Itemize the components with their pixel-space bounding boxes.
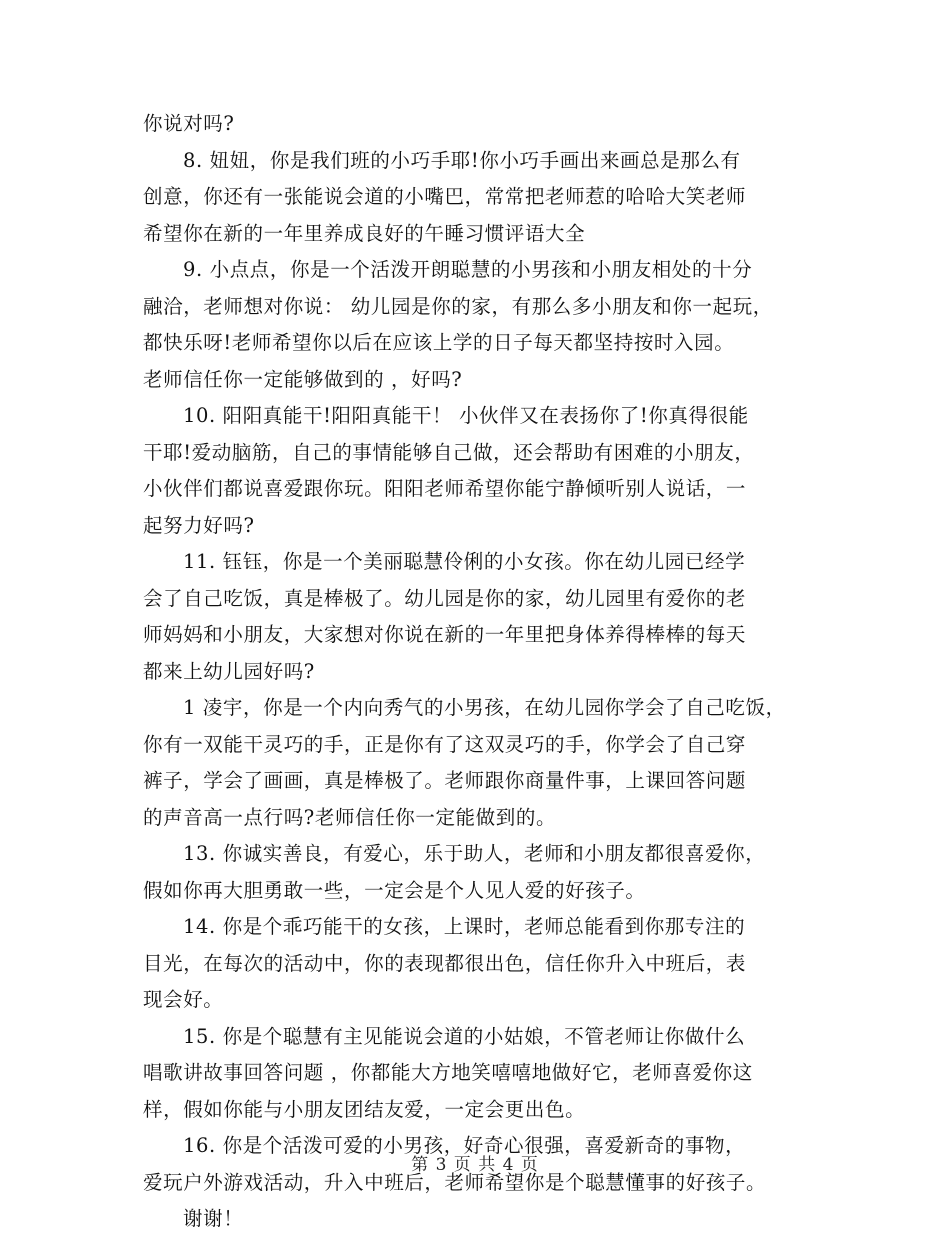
- text-line: 你说对吗?: [143, 112, 235, 135]
- text-line: 9. 小点点，你是一个活泼开朗聪慧的小男孩和小朋友相处的十分: [183, 258, 753, 281]
- text-line: 起努力好吗?: [143, 513, 255, 537]
- text-line: 目光，在每次的活动中，你的表现都很出色，信任你升入中班后，表: [143, 951, 747, 975]
- text-line: 都快乐呀!老师希望你以后在应该上学的日子每天都坚持按时入园。: [143, 331, 735, 354]
- text-line: 谢谢！: [183, 1207, 244, 1230]
- text-line: 13. 你诚实善良，有爱心，乐于助人，老师和小朋友都很喜爱你，: [183, 842, 766, 865]
- text-line: 现会好。: [143, 988, 224, 1011]
- text-line: 11. 钰钰，你是一个美丽聪慧伶俐的小女孩。你在幼儿园已经学: [183, 550, 746, 573]
- text-line: 爱玩户外游戏活动，升入中班后，老师希望你是个聪慧懂事的好孩子。: [143, 1170, 767, 1194]
- text-line: 的声音高一点行吗?老师信任你一定能做到的。: [143, 805, 557, 829]
- page-footer: 第 3 页 共 4 页: [411, 1155, 539, 1175]
- text-line: 15. 你是个聪慧有主见能说会道的小姑娘，不管老师让你做什么: [183, 1024, 746, 1048]
- text-line: 裤子，学会了画画，真是棒极了。老师跟你商量件事，上课回答问题: [143, 769, 747, 792]
- text-line: 融洽，老师想对你说： 幼儿园是你的家，有那么多小朋友和你一起玩，: [143, 294, 773, 318]
- text-line: 你有一双能干灵巧的手，正是你有了这双灵巧的手，你学会了自己穿: [143, 732, 747, 756]
- text-line: 老师信任你一定能够做到的 ，好吗?: [143, 367, 463, 391]
- text-line: 干耶!爱动脑筋，自己的事情能够自己做，还会帮助有困难的小朋友，: [143, 440, 755, 464]
- text-line: 都来上幼儿园好吗?: [143, 659, 315, 683]
- text-line: 16. 你是个活泼可爱的小男孩，好奇心很强，喜爱新奇的事物，: [183, 1134, 746, 1157]
- text-line: 希望你在新的一年里养成良好的午睡习惯评语大全: [143, 221, 586, 245]
- text-line: 创意，你还有一张能说会道的小嘴巴，常常把老师惹的哈哈大笑老师: [143, 185, 747, 208]
- text-line: 1 凌宇，你是一个内向秀气的小男孩，在幼儿园你学会了自己吃饭，: [183, 696, 786, 719]
- text-line: 唱歌讲故事回答问题 ，你都能大方地笑嘻嘻地做好它，老师喜爱你这: [143, 1061, 753, 1084]
- text-line: 假如你再大胆勇敢一些，一定会是个人见人爱的好孩子。: [143, 878, 646, 902]
- text-line: 14. 你是个乖巧能干的女孩，上课时，老师总能看到你那专注的: [183, 915, 746, 938]
- text-line: 师妈妈和小朋友，大家想对你说在新的一年里把身体养得棒棒的每天: [143, 623, 747, 646]
- text-line: 样，假如你能与小朋友团结友爱，一定会更出色。: [143, 1097, 586, 1121]
- document-body: [143, 106, 843, 1238]
- text-line: 8. 妞妞，你是我们班的小巧手耶!你小巧手画出来画总是那么有: [183, 148, 741, 172]
- text-line: 小伙伴们都说喜爱跟你玩。阳阳老师希望你能宁静倾听别人说话，一: [143, 477, 747, 500]
- text-line: 会了自己吃饭，真是棒极了。幼儿园是你的家，幼儿园里有爱你的老: [143, 586, 747, 610]
- text-line: 10. 阳阳真能干!阳阳真能干！ 小伙伴又在表扬你了!你真得很能: [183, 404, 749, 427]
